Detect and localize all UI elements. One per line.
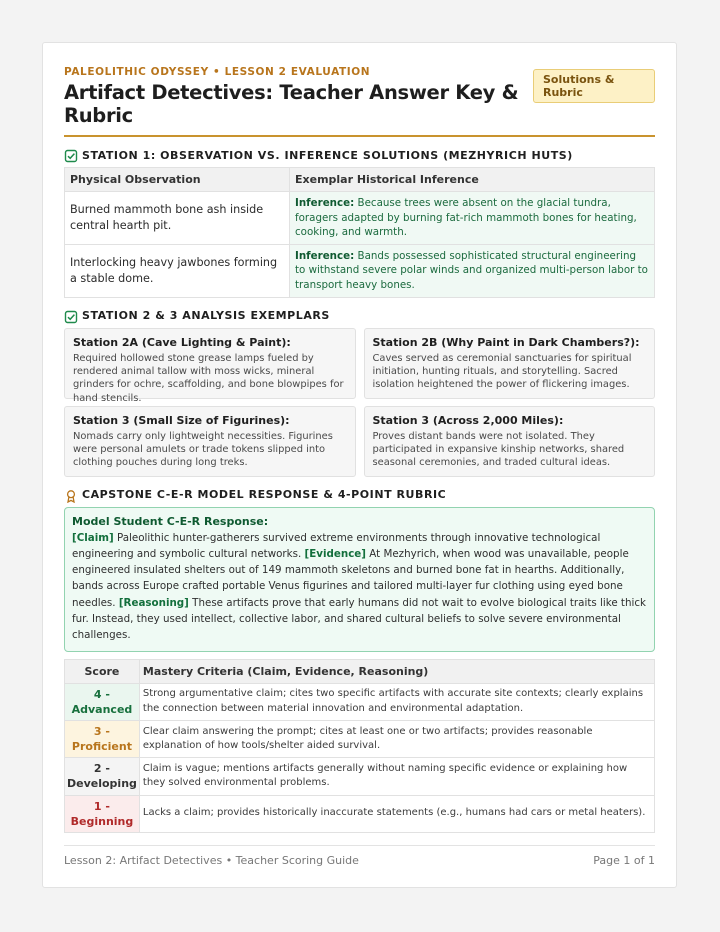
claim-text: Paleolithic hunter-gatherers survived extreme environments through innovative technological engineering and symbolic cultural networks. [72,531,601,560]
score-number: 2 - [93,762,110,776]
inference-cell [290,192,655,245]
score-cell [65,795,140,832]
page-footer [64,845,655,867]
award-ribbon-icon [64,488,78,502]
page-title: Artifact Detectives: Teacher Answer Key & Rubric [64,81,519,127]
station23-title: STATION 2 & 3 ANALYSIS EXEMPLARS [82,309,330,323]
card-body: Nomads carry only lightweight necessities. Figurines were personal amulets or trade tokens slipped into clothing pouches during long treks. [73,430,333,469]
card-title: Station 3 (Small Size of Figurines): [73,413,290,427]
inference-text: Because trees were absent on the glacial tundra, foragers adapted by burning fat-rich mammoth bones for heating, cooking, and warmth. [295,197,637,239]
observation-inference-table [64,167,655,298]
inference-label: Inference: [295,249,355,262]
lesson-eyebrow: PALEOLITHIC ODYSSEY • LESSON 2 EVALUATION [64,66,371,78]
criteria-cell: Lacks a claim; provides historically inaccurate statements (e.g., humans had cars or metal heaters). [139,795,654,832]
table-row [65,758,655,795]
exemplar-cards [64,328,655,477]
inference-text: Bands possessed sophisticated structural engineering to withstand severe polar winds and organized multi-person labor to transport heavy bones. [295,249,648,292]
score-level: Advanced [71,702,133,716]
score-number: 4 - [93,687,110,701]
table-row [65,192,655,245]
capstone-heading [64,488,655,502]
score-cell [65,683,140,720]
reasoning-tag: [Reasoning] [118,596,189,609]
exemplar-card [64,406,356,477]
model-response-text [72,530,647,644]
table-row [65,244,655,297]
table-row [65,683,655,720]
score-column-header: Score [65,659,140,683]
claim-tag: [Claim] [72,531,114,544]
score-cell [65,720,140,757]
station23-heading [64,309,655,323]
card-title: Station 2A (Cave Lighting & Paint): [73,335,291,349]
observation-column-header: Physical Observation [65,168,290,192]
card-body: Caves served as ceremonial sanctuaries for spiritual initiation, hunting rituals, and storytelling. Sacred isolation heightened the power of flickering images. [372,352,632,391]
card-title: Station 2B (Why Paint in Dark Chambers?): [372,335,640,349]
score-level: Developing [67,777,137,791]
model-response-box [64,507,655,652]
reasoning-text: These artifacts prove that early humans did not wait to evolve biological traits like thick fur. Instead, they used intellect, collective labor, and shared cultural beliefs to solve severe environmental challenges. [72,596,646,642]
page-number: Page 1 of 1 [593,854,655,867]
score-level: Proficient [71,740,132,754]
criteria-cell: Clear claim answering the prompt; cites at least one or two artifacts; provides reasonable explanation of how tools/shelter aided survival. [139,720,654,757]
inference-column-header: Exemplar Historical Inference [290,168,655,192]
exemplar-card [364,406,656,477]
score-number: 1 - [93,799,110,813]
score-number: 3 - [93,724,110,738]
exemplar-card [364,328,656,399]
answer-key-page [42,42,677,888]
card-body: Required hollowed stone grease lamps fueled by rendered animal tallow with moss wicks, mineral grinders for ochre, scaffolding, and bone blowpipes for hand stencils. [73,352,344,404]
solutions-badge: Solutions & Rubric [533,69,655,103]
score-level: Beginning [70,814,134,828]
evidence-text: At Mezhyrich, when wood was unavailable, people engineered insulated shelters out of 149 mammoth skeletons and burned bone fat in hearths. Additionally, bands across Europe crafted portable Venus figurines and tailored multi-layer fur clothing using eyed bone needles. [72,547,629,609]
checkbox-icon [64,148,78,162]
rubric-table [64,659,655,833]
table-row [65,795,655,832]
title-row [64,73,655,127]
station1-heading [64,148,655,162]
title-divider [64,135,655,137]
observation-cell: Interlocking heavy jawbones forming a stable dome. [65,244,290,297]
table-row [65,720,655,757]
exemplar-card [64,328,356,404]
inference-cell [290,244,655,297]
criteria-cell: Strong argumentative claim; cites two specific artifacts with accurate site contexts; clearly explains the connection between material innovation and environmental adaptation. [139,683,654,720]
criteria-column-header: Mastery Criteria (Claim, Evidence, Reasoning) [139,659,654,683]
score-cell [65,758,140,795]
station1-title: STATION 1: OBSERVATION VS. INFERENCE SOLUTIONS (MEZHYRICH HUTS) [82,148,573,162]
inference-label: Inference: [295,197,355,209]
model-response-title: Model Student C-E-R Response: [72,514,269,528]
observation-cell: Burned mammoth bone ash inside central hearth pit. [65,192,290,245]
criteria-cell: Claim is vague; mentions artifacts generally without naming specific evidence or explaining how they solved environmental problems. [139,758,654,795]
capstone-title: CAPSTONE C-E-R MODEL RESPONSE & 4-POINT RUBRIC [82,488,447,502]
evidence-tag: [Evidence] [304,547,366,560]
footer-guide-label: Lesson 2: Artifact Detectives • Teacher Scoring Guide [64,854,359,867]
checkbox-icon [64,309,78,323]
card-title: Station 3 (Across 2,000 Miles): [372,413,564,427]
card-body: Proves distant bands were not isolated. They participated in expansive kinship networks, shared seasonal ceremonies, and traded cultural ideas. [372,430,625,469]
